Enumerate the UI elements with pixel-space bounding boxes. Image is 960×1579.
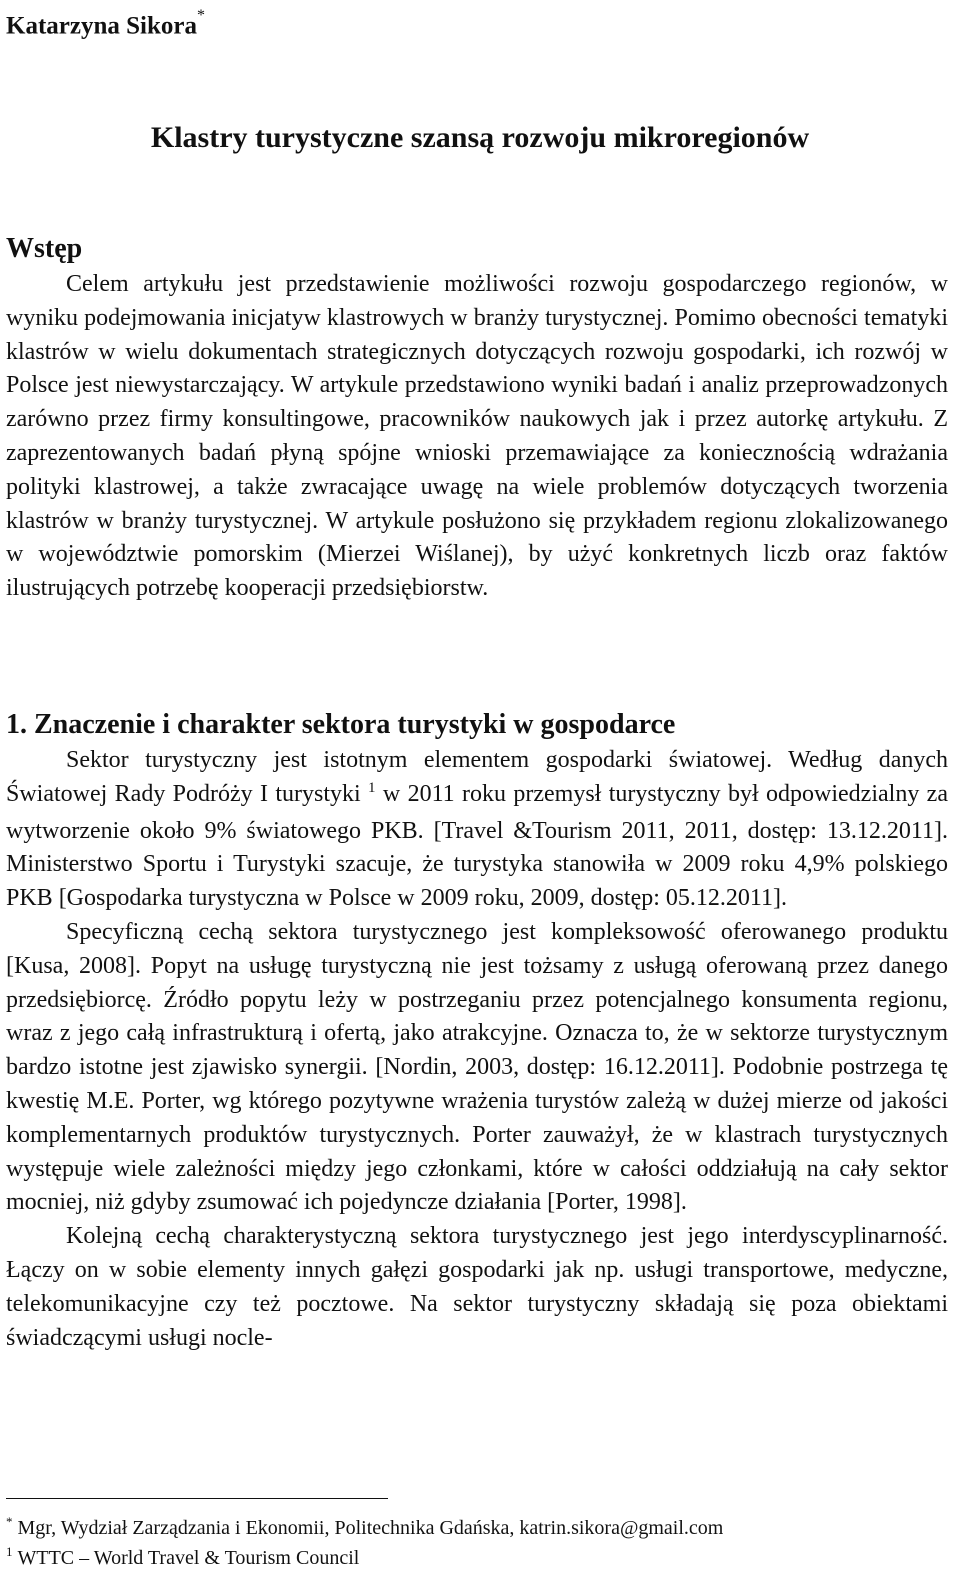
footnote-text: Mgr, Wydział Zarządzania i Ekonomii, Politechnika Gdańska, katrin.sikora@gmail.com xyxy=(17,1517,724,1539)
footnote-separator xyxy=(6,1498,388,1499)
footnote-author xyxy=(6,1514,956,1544)
footnote-ref-1[interactable]: 1 xyxy=(368,779,376,796)
author-name xyxy=(6,4,205,42)
section-1-body xyxy=(6,744,948,1355)
section-1-heading: 1. Znaczenie i charakter sektora turystyki w gospodarce xyxy=(6,709,676,740)
intro-paragraph: Celem artykułu jest przedstawienie możliwości rozwoju gospodarczego regionów, w wyniku podejmowania inicjatyw klastrowych w branży turystycznej. Pomimo obecności tematyki klastrów w wielu dokumentach strategicznych dotyczących rozwoju gospodarki, ich rozwój w Polsce jest niewystarczający. W artykule przedstawiono wyniki badań i analiz przeprowadzonych zarówno przez firmy konsultingowe, pracowników naukowych jak i przez autorkę artykułu. Z zaprezentowanych badań płyną spójne wnioski przemawiające za koniecznością wdrażania polityki klastrowej, a także zwracające uwagę na wiele problemów dotyczących tworzenia klastrów w branży turystycznej. W artykule posłużono się przykładem regionu zlokalizowanego w województwie pomorskim (Mierzei Wiślanej), by użyć konkretnych liczb oraz faktów ilustrujących potrzebę kooperacji przedsiębiorstw. xyxy=(6,271,948,602)
footnote-mark: * xyxy=(6,1514,13,1529)
footnote-text: WTTC – World Travel & Tourism Council xyxy=(17,1547,360,1569)
intro-heading: Wstęp xyxy=(6,233,83,264)
section-1-paragraph-1 xyxy=(6,744,948,916)
section-1-paragraph-2: Specyficzną cechą sektora turystycznego jest kompleksowość oferowanego produktu [Kusa, 2008]. Popyt na usługę turystyczną nie jest tożsamy z usługą oferowaną przez danego przedsiębiorcę. Źródło popytu leży w postrzeganiu przez potencjalnego konsumenta regionu, wraz z jego całą infrastrukturą i ofertą, jako atrakcyjne. Oznacza to, że w sektorze turystycznym bardzo istotne jest zjawisko synergii. [Nordin, 2003, dostęp: 16.12.2011]. Podobnie postrzega tę kwestię M.E. Porter, wg którego pozytywne wrażenia turystów zależą w dużej mierze od jakości komplementarnych produktów turystycznych. Porter zauważył, że w klastrach turystycznych występuje wiele zależności między jego członkami, które w całości oddziałują na cały sektor mocniej, niż gdyby zsumować ich pojedyncze działania [Porter, 1998]. xyxy=(6,918,948,1216)
paragraph-1-text-a: Sektor turystyczny jest istotnym elementem gospodarki światowej. Według danych Światowej Rady Podróży I turystyki xyxy=(6,747,948,807)
footnote-1 xyxy=(6,1544,956,1574)
footnote-mark: 1 xyxy=(6,1544,13,1559)
section-1-paragraph-3: Kolejną cechą charakterystyczną sektora turystycznego jest jego interdyscyplinarność. Łączy on w sobie elementy innych gałęzi gospodarki jak np. usługi transportowe, medyczne, telekomunikacyjne czy też pocztowe. Na sektor turystyczny składają się poza obiektami świadczącymi usługi nocle- xyxy=(6,1223,948,1351)
author-footnote-mark[interactable]: * xyxy=(196,7,205,24)
author-name-text: Katarzyna Sikora xyxy=(6,12,197,40)
intro-body xyxy=(6,268,948,606)
footnotes xyxy=(6,1514,956,1574)
paragraph-1-text-b: w 2011 roku przemysł turystyczny był odpowiedzialny za wytworzenie około 9% światowego PKB. [Travel &Tourism 2011, 2011, dostęp: 13.12.2011]. Ministerstwo Sportu i Turystyki szacuje, że turystyka stanowiła w 2009 roku 4,9% polskiego PKB [Gospodarka turystyczna w Polsce w 2009 roku, 2009, dostęp: 05.12.2011]. xyxy=(6,780,948,912)
paper-title: Klastry turystyczne szansą rozwoju mikroregionów xyxy=(150,121,810,154)
